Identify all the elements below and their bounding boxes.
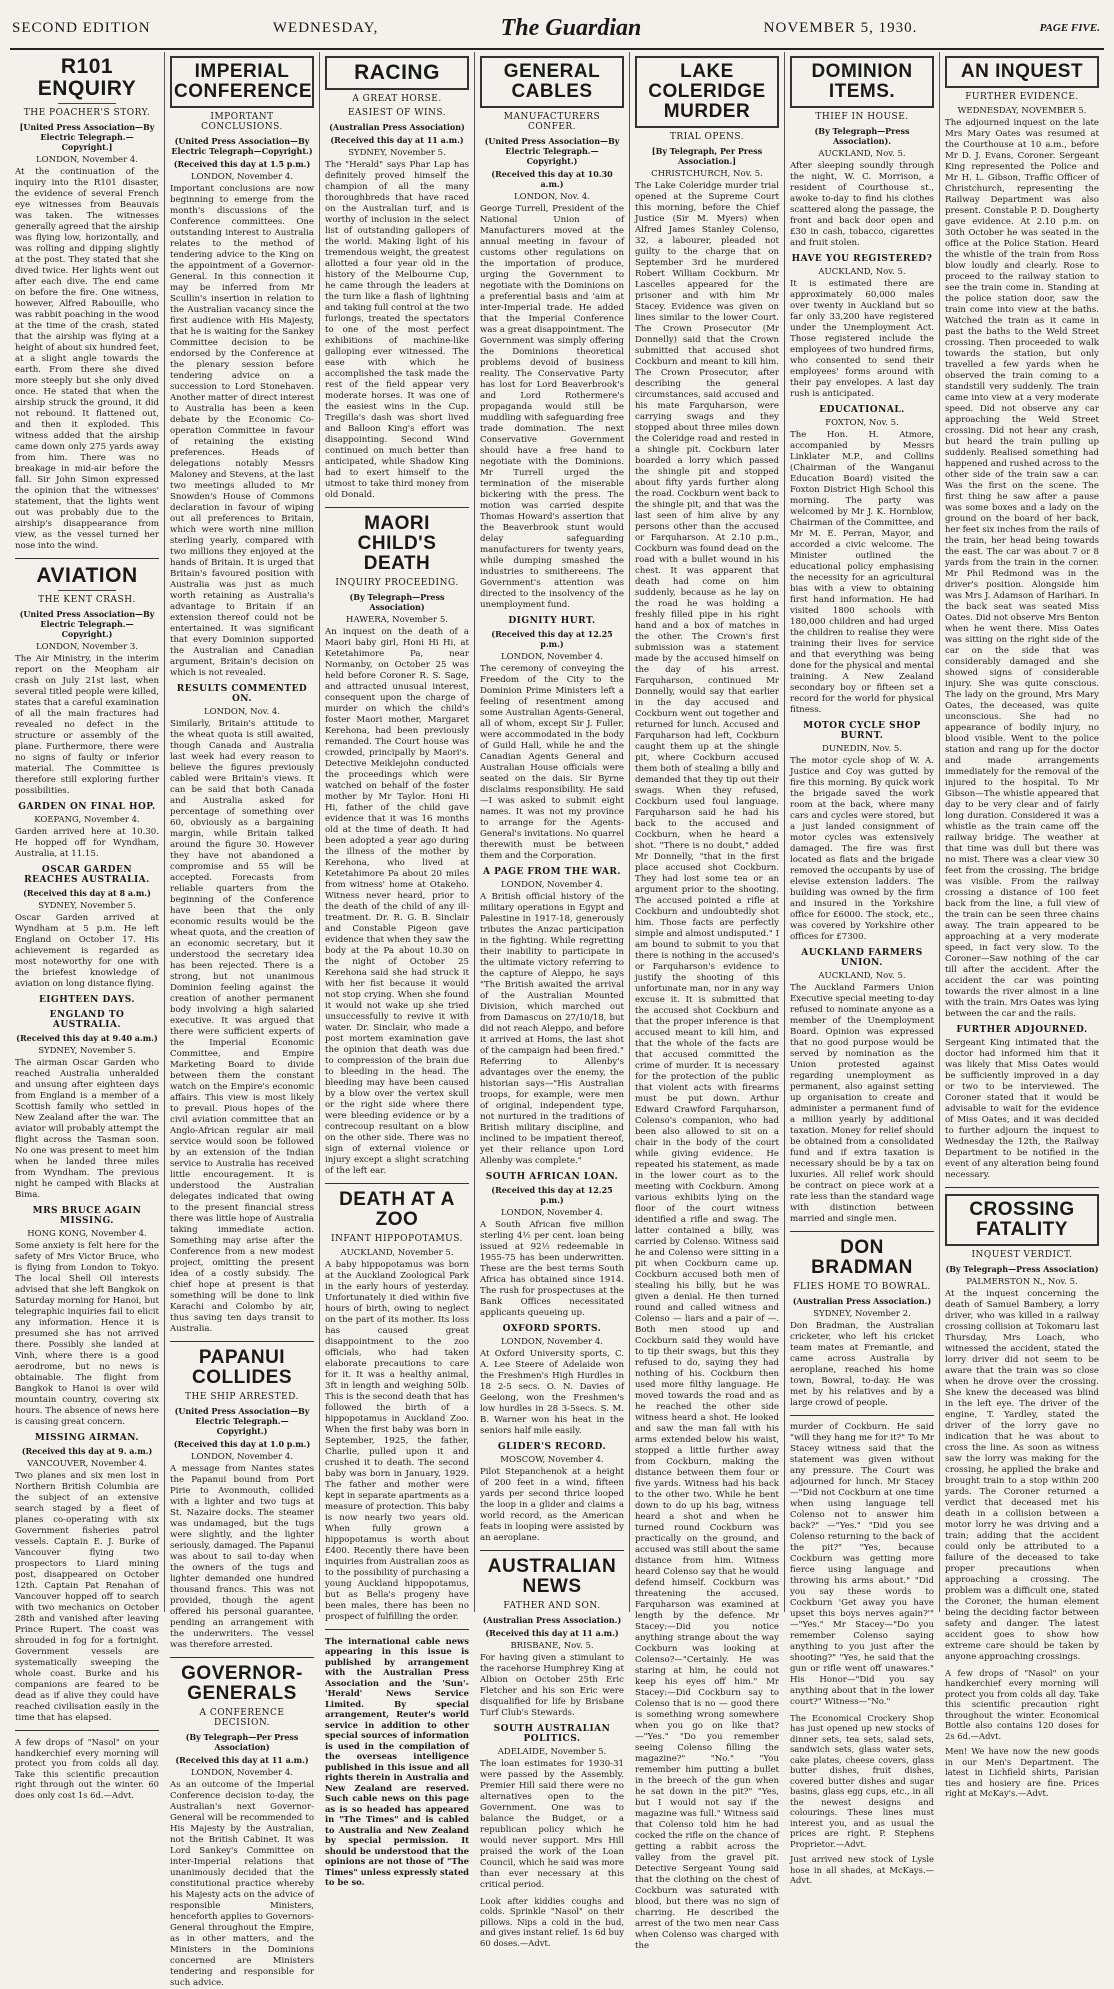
subhead: FATHER AND SON. <box>503 1600 601 1611</box>
section-head: GLIDER'S RECORD. <box>497 1441 607 1452</box>
divider <box>325 1183 469 1184</box>
divider <box>170 1341 314 1342</box>
divider <box>15 1730 159 1731</box>
advertisement: Just arrived new stock of Lysle hose in all shades, at McKays.—Advt. <box>790 1854 934 1886</box>
dateline: CHRISTCHURCH, Nov. 5. <box>651 168 763 179</box>
received-line: (Received this day at 9.40 a.m.) <box>16 1033 158 1044</box>
columns <box>10 52 1104 1988</box>
article-body: The Hon. H. Atmore, accompanied by Messrs Linklater M.P., and Collins (Chairman of the Wanganui Education Board) visited the Foxton District High School this morning. The party was welcomed by Mr J. K. Hornblow, Chairman of the Committee, and Mr M. E. Perran, Mayor, and accorded a civic welcome. The Minister outlined the educational policy emphasising the necessity for an agricultural bias with a view to obtaining first hand information. He had visited 1800 schools with 180,000 children and had urged the children to realise they were training their lives for service and that everything was being done for the physical and mental training. A New Zealand secondary boy or fifteen set a record for the world for physical fitness. <box>790 429 934 715</box>
section-head: SOUTH AFRICAN LOAN. <box>485 1171 619 1182</box>
headline-racing: RACING <box>325 56 469 90</box>
newspaper-title: The Guardian <box>500 14 642 41</box>
subhead: THE POACHER'S STORY. <box>23 108 151 119</box>
article-body: Two planes and six men lost in Northern British Columbia are the subject of an extensive search staged by a fleet of planes co-operating with six Government fisheries patrol vessels. Captain E. J. Burke of Vancouver flying two prospectors to Liard mining post, disappeared on October 12th. Captain Pat Renahan of Vancouver hopped off to search with two mechanics on October 28th and vanished after leaving Prince Rupert. The coast was shrouded in fog for a fortnight. Government vessels are systematically sweeping the whole coast. Burke and his companions are feared to be dead as if alive they could have reached civilisation easily in the time that has elapsed. <box>15 1471 159 1724</box>
subhead: INQUEST VERDICT. <box>971 1249 1073 1260</box>
dateline: VANCOUVER, November 4. <box>27 1459 147 1470</box>
section-head: FURTHER ADJOURNED. <box>956 1024 1088 1035</box>
article-body: Sergeant King intimated that the doctor had informed him that it was likely that Miss Oates would be sufficiently improved in a day or two to be interviewed. The Coroner stated that it would be advisable to wait for the evidence of Miss Oates, and it was decided to further adjourn the inquest to Wednesday the 12th, the Railway Department to be notified in the event of any alteration being found necessary. <box>945 1037 1099 1180</box>
received-line: (Received this day at 12.25 p.m.) <box>491 1184 613 1205</box>
article-body: After sleeping soundly through the night, W. C. Morrison, a resident of Courthouse st., awoke to-day to find his clothes scattered along the passage, the front and back door open and £30 in cash, tobacco, cigarettes and fruit stolen. <box>790 160 934 248</box>
headline-zoo: DEATH AT A ZOO <box>339 1188 455 1230</box>
headline-inquest: AN INQUEST <box>945 56 1099 88</box>
article-aviation <box>15 565 159 1724</box>
article-body: Oscar Garden arrived at Wyndham at 5 p.m. He left England on October 17. His achievement is regarded as most noteworthy for one with the briefest knowledge of aviation on long distance flying. <box>15 913 159 990</box>
article-body: The airman Oscar Garden who reached Australia unheralded and unsung after eighteen days from England is a member of a Scottish family who settled in New Zealand after the war. The aviator will probably attempt the flight across the Tasman soon. No one was present to meet him when he landed three miles from Wyndham. The previous night he camped with Blacks at Bima. <box>15 1058 159 1201</box>
article-bradman <box>790 1238 934 1409</box>
dateline: LONDON, November 4. <box>36 155 138 166</box>
divider <box>15 558 159 559</box>
dateline: MOSCOW, November 4. <box>500 1454 604 1465</box>
received-line: (Received this day at 12.25 p.m.) <box>491 628 613 649</box>
dateline: LONDON, November 3. <box>36 642 138 653</box>
divider <box>325 1629 469 1630</box>
dateline: AUCKLAND, Nov. 5. <box>818 148 906 159</box>
credit-line: (United Press Association—By Electric Telegraph.—Copyright.) <box>19 609 155 640</box>
credit-line: [By Telegraph, Per Press Association.] <box>651 145 763 166</box>
article-crossing <box>945 1194 1099 1663</box>
advertisement: A few drops of "Nasol" on your handkerchief every morning will protect you from colds all day. Take this scientific precaution right throughout the winter. Economical Bottle also contains 120 doses for 2s 6d.—Advt. <box>945 1667 1099 1741</box>
article-imperial <box>170 56 314 1335</box>
section-head: AUCKLAND FARMERS UNION. <box>801 947 923 968</box>
credit-line: (Australian Press Association.) <box>482 1614 622 1625</box>
dateline: LONDON, November 4. <box>501 651 603 662</box>
article-body: Garden arrived here at 10.30. He hopped off for Wyndham, Australia, at 11.15. <box>15 827 159 860</box>
subhead: INFANT HIPPOPOTAMUS. <box>331 1233 463 1244</box>
article-body: The ceremony of conveying the Freedom of the City to the Dominion Prime Ministers left a feeling of resentment among some Australian Agents-General, all of whom, except Sir J. Fuller, were accommodated in the body of Guild Hall, while he and the Canadian Agents General and Australian House officials were seated on the dais. Sir Byrne disclaims responsibility. He said—I was asked to submit eight names. It was not my province to arrange for the Agents-General's invitations. No quarrel therewith must be between them and the Corporation. <box>480 663 624 861</box>
section-head: GARDEN ON FINAL HOP. <box>18 802 156 813</box>
dateline: SYDNEY, November 5. <box>348 148 446 159</box>
received-line: (Received this day at 9. a.m.) <box>21 1446 153 1457</box>
dateline: AUCKLAND, Nov. 5. <box>818 266 906 277</box>
subhead: EASIEST OF WINS. <box>347 108 447 119</box>
article-body: The Lake Coleridge murder trial opened at the Supreme Court this morning, before the Chief Justice (Sir M. Myers) when Alfred James Stanley Colenso, 32, a labourer, pleaded not guilty to the charge that on September 3rd he murdered Robert William Cockburn. Mr Lascelles appeared for the prisoner and with him Mr Stacey. Evidence was given on lines similar to the lower Court. The Crown Prosecutor (Mr Donnelly) said that the Crown submitted that accused shot Cockburn and meant to kill him. The Crown Prosecutor, after describing the general circumstances, said accused and his mate Farquharson, were carrying swags and they stopped about three miles down the Coleridge road and rested in a shingle pit. Cockburn later boarded a lorry which passed the shingle pit and stopped about fifty yards further along the road. Cockburn went back to the shingle pit, and that was the last seen of him alive by any persons other than the accused or Farquharson. At 2.10 p.m., Cockburn was found dead on the road with a bullet wound in his chest. It was apparent that death had come on him suddenly, because as he lay on the road he was holding a freshly filled pipe in his right hand and a box of matches in the other. The Crown's first submission was a statement made by the accused himself on the day of his arrest. Farquharson, continued Mr Donnelly, would say that earlier in the day accused and Cockburn went out together and returned for lunch. Accused and Farquharson had left, Cockburn caught them up at the shingle pit, where Cockburn accused them both of stealing a billy and demanded that they tip out their swags. When they refused, Cockburn used foul language. Farquharson said he had his back to the accused and Cockburn, when he heard a shot. "There is no doubt," added Mr Donnelly, "that in the first place accused shot Cockburn. They had lost some tea or an argument prior to the shooting. The accused pointed a rifle at Cockburn and undoubtedly shot him. Those facts are perfectly simple and almost undisputed." I am bound to submit to you that there is nothing in the accused's or Farquharson's evidence to justify the shooting of this unfortunate man, nor in any way excuse it. It is submitted that the accused shot Cockburn and that the proper inference is that accused meant to kill him, and that the whole of the facts are that accused committed the crime of murder. It is necessary for the protection of the public that violent acts with firearms must be put down. Arthur Edward Crawford Farquharson, Colenso's companion, who had been also allowed to sit on a chair in the body of the court while giving evidence. He repeated his statement, as made in the lower court as to the meeting with Cockburn. Among various exhibits lying on the floor of the court witness identified a rifle and swag. The latter contained a billy, was carried by Colenso. Witness said he and Colenso were sitting in a pit when Cockburn came up. Cockburn accused both men of stealing his billy, but he was given a denial. He then turned round and called witness and Colenso — liars and a pair of —. Both men stood up and Cockburn said they would have to tip their swags, but this they refused to do, saying they had nothing of his. Cockburn then used more filthy language. He moved towards the road and as he reached the other side witness heard a shot. He looked and saw the man fall with his arms extended below his waist, stopped a little further away from Cockburn, making the distance between them four or five yards. Witness had his back to the other two. While he bent down to do up his bag, witness heard a shot and when he turned round Cockburn was practically on the ground, and accused was still about the same distance from him. Witness heard Colenso say that he would defend himself. Cockburn was threatening the accused. Farquharson was examined at length by the defence. Mr Stacey:—Did you notice anything strange about the way Cockburn was looking at Colenso?—"Certainly. He was staring at him, he could not keep his eyes off him." Mr Stacey:—Did Cockburn say to Colenso that is no — good there is something wrong somewhere when you go on like that?—"Yes." "Do you remember seeing Colenso filling the magazine?" "No." "You remember him putting a bullet in the breech of the gun when he sat down in the pit?" "Yes, but I would not say if the magazine was full." Witness said that Colenso told him he had cocked the rifle on the chance of getting a rabbit across the valley from the gravel pit. Detective Sergeant Young said that the clothing on the chest of Cockburn was saturated with blood, but there was no sign of charring. He described the arrest of the two men near Cass when Colenso was charged with the <box>635 180 779 1951</box>
credit-line: [United Press Association—By Electric Telegraph.—Copyright.] <box>19 122 155 153</box>
subhead: MANUFACTURERS CONFER. <box>503 111 601 132</box>
credit-line: (By Telegraph—Per Press Association) <box>185 1731 299 1752</box>
article-body: Some anxiety is felt here for the safety of Mrs Victor Bruce, who is flying from London to Tokyo. The local Shell Oil interests advised that she left Bangkok on Saturday morning for Hanoi, but telegraphic inquiries fail to elicit any information. Hence it is presumed she has not arrived there. Possibly she landed at Vinh, where there is a good aerodrome, but no news is obtainable. The flight from Bangkok to Hanoi is over wild mountain country, covering six hours. The absence of news here is causing great concern. <box>15 1241 159 1428</box>
received-line: (Received this day at 11 a.m.) <box>330 135 464 146</box>
section-head: MRS BRUCE AGAIN MISSING. <box>32 1206 142 1227</box>
received-line: (Received this day at 8 a.m.) <box>23 888 151 899</box>
dateline: KOEPANG, November 4. <box>34 815 140 826</box>
dateline: PALMERSTON N., Nov. 5. <box>966 1276 1078 1287</box>
divider <box>58 590 116 591</box>
divider <box>58 103 116 104</box>
dateline: FOXTON, Nov. 5. <box>825 417 899 428</box>
divider <box>790 1231 934 1232</box>
article-r101 <box>15 56 159 552</box>
dateline: LONDON, November 4. <box>501 879 603 890</box>
article-body: An inquest on the death of a Maori baby girl, Honi Hi Hi, at Ketetahimore Pa, near Normanby, on October 25 was held before Coroner R. S. Sage, and attracted unusual interest, consequent upon the charge of murder on which the child's foster Maori mother, Margaret Kerehona, had been previously remanded. The Court house was crowded, principally by Maori's. Detective Meiklejohn conducted the proceedings which were watched on behalf of the foster mother by Mr Taylor. Honi Hi Hi, father of the child gave evidence that it was 16 months old at the time of death. It had been adopted a year ago during the illness of the mother by Kerehona, who lived at Ketetahimore Pa about 20 miles from witness' home at Otakeho. Witness never heard, prior to the death of the child of any ill-treatment. Dr. R. G. B. Sinclair and Constable Pigeon gave evidence that when they saw the body at the Pa about 10.30 on the night of October 25 Kerehona said she had struck it with her fist because it would not stop crying. When she found it would not wake up she tried unsuccessfully to revive it with water. Dr. Sinclair, who made a post mortem examination gave the opinion that death was due to compression of the brain due to bleeding in the head. The bleeding may have been caused by a blow over the vertex skull or the right side where there were bleeding evidence or by a contrecoup resultant on a blow on the other side. There was no sign of external violence or injury except a slight scratching of the left ear. <box>325 626 469 1176</box>
headline-govgen: GOVERNOR-GENERALS <box>181 1662 303 1704</box>
subhead: THE KENT CRASH. <box>38 595 136 606</box>
subhead: THIEF IN HOUSE. <box>815 111 909 122</box>
dateline: SYDNEY, November 5. <box>38 1046 136 1057</box>
headline-dominion: DOMINION ITEMS. <box>790 56 934 108</box>
headline-r101: R101 ENQUIRY <box>37 55 137 101</box>
article-papanui <box>170 1348 314 1651</box>
column-6 <box>785 52 940 1886</box>
article-body: Similarly, Britain's attitude to the wheat quota is still awaited, though Canada and Australia last week had every reason to believe the figures previously cabled were Britain's views. It can be said that both Canada and Australia asked for percentage of something over 60, obviously as a bargaining margin, while Britain talked around the figure 30. However they have not abandoned a compromise and 55 will be accepted. Forecasts from reliable quarters from the beginning of the Conference have been that the only economic results would be the wheat quota, and the creation of an economic secretary, but it understood the secretary idea has been rejected. There is a strong, but not unanimous Dominion feeling against the creation of another permanent body involving a high salaried executive. It was argued that there were sufficient experts of the Imperial Economic Committee, and Empire Marketing Board to divide between them the constant watch on the Empire's economic affairs. This view is most likely to prevail. Pious hopes of the civil aviation committee that an Anglo-African regular air mail service would soon be followed by an extension of the Indian service to Australia has received little encouragement. It is understood the Australian delegates indicated that owing to the present financial stress there was little hope of Australia taking immediate action. Something may arise after the Conference from a new modest project, omitting the present idea of a costly subsidy. The chief hope at present is that something will be done to link Karachi and Colombo by air, thus saving ten days transit to Australia. <box>170 718 314 1334</box>
headline-crossing: CROSSING FATALITY <box>945 1194 1099 1246</box>
section-head: EIGHTEEN DAYS. <box>38 995 136 1006</box>
dateline: AUCKLAND, November 5. <box>340 1247 454 1258</box>
article-continuation: murder of Cockburn. He said "will they hang me for it?" To Mr Stacey witness said that the statement was given without any pressure. The Court was adjourned for lunch. Mr Stacey—"Did not Cockburn at one time when using language tell Colenso not to answer him back?" —"Yes." "Did you see Colenso returning to the back of the pit?" "Yes, because Cockburn was getting more fierce using language and throwing his arms about." "Did you say these words to Cockburn 'Get away you have upset this boys nerves again?'" —"Yes." Mr Stacey—"Do you remember Colenso saying anything to you just after the shooting?" "Yes, he said that the gun or rifle went off unawares." His Honor—"Did you say anything about that in the lower court?" Witness—"No." <box>790 1421 934 1707</box>
article-zoo <box>325 1190 469 1623</box>
dateline: WEDNESDAY, NOVEMBER 5. <box>957 105 1087 116</box>
headline-ausnews: AUSTRALIAN NEWS <box>487 1555 617 1597</box>
section-head: OSCAR GARDEN REACHES AUSTRALIA. <box>24 865 150 886</box>
section-head: HAVE YOU REGISTERED? <box>791 253 933 264</box>
divider <box>945 1187 1099 1188</box>
article-body: A message from Nantes states the Papanui bound from Port Pirie to Avonmouth, collided with a lighter and two tugs at St. Nazaire docks. The steamer was undamaged, but the tugs were slightly, and the lighter seriously, damaged. The Papanui was about to sail to-day when the owners of the tugs and lighter demanded one hundred thousand francs. This was not provided, though the agent offered his personal guarantee, pending an arrangement with the underwriters. The vessel was therefore arrested. <box>170 1463 314 1650</box>
article-body: At the continuation of the inquiry into the R101 disaster, the evidence of several French eye witnesses from Beauvais was taken. The witnesses generally agreed that the airship was flying low, horizontally, and was rolling and dipping slightly at the post. They stated that she dived twice. Her lights went out after each dive. The end came on before the fire. One witness, however, Alfred Rabouille, who was rabbit poaching in the wood at the time of the crash, stated that the airship was flying at a height of about six hundred feet, at a slight angle towards the earth. From there she dived more steeply but she only dived once. He stated that when the airship struck the ground, it did not rebound. It flattened out, and then it exploded. This witness added that the airship came down only 275 yards away from him. There was no breakage in mid-air before the fall. Sir John Simon expressed the opinion that the witnesses' statement, that the lights went out was probably due to the airship's disappearance from view, as the vessel turned her nose into the wind. <box>15 167 159 552</box>
divider <box>790 1415 934 1416</box>
credit-line: (United Press Association—By Electric Telegraph.—Copyright.) <box>174 1405 310 1436</box>
article-body: For having given a stimulant to the racehorse Humphrey King at Albion on October 25th Eric Fletcher and his son Eric were disqualified for life by Brisbane Turf Club's Stewards. <box>480 1652 624 1718</box>
article-ausnews <box>480 1557 624 1891</box>
credit-line: (United Press Association—By Electric Telegraph.—Copyright.) <box>484 135 620 166</box>
dateline: SYDNEY, November 2. <box>813 1308 911 1319</box>
article-body: A South African five million sterling 4½ per cent. loan being issued at 92½ redeemable in 1955-75 has been underwritten. These are the best terms South Africa has obtained since 1914. The rush for prospectuses at the Bank Offices necessitated applicants queueing up. <box>480 1219 624 1318</box>
subhead: INQUIRY PROCEEDING. <box>335 577 459 588</box>
credit-line: (By Telegraph—Press Association) <box>945 1263 1099 1274</box>
credit-line: (Australian Press Association) <box>329 122 465 133</box>
subhead: A GREAT HORSE. <box>352 94 442 105</box>
dateline: BRISBANE, Nov. 5. <box>510 1640 594 1651</box>
dateline: LONDON, November 4. <box>501 1207 603 1218</box>
dateline: LONDON, Nov. 4. <box>204 706 280 717</box>
article-body: The loan estimates for 1930-31 were passed by the Assembly. Premier Hill said there were no alternatives open to the Government. One was to balance the Budget, or a republican policy which he would never support. Mrs Hill praised the work of the Loan Council, which he said was more than ever necessary at this critical period. <box>480 1758 624 1890</box>
received-line: (Received this day at 1.5 p.m.) <box>173 158 311 169</box>
dateline: HONG KONG, November 4. <box>27 1229 147 1240</box>
article-body: Don Bradman, the Australian cricketer, who left his cricket team mates at Fremantle, and came across Australia by aeroplane, reached his home town, Bowral, to-day. He was met by his relatives and by a large crowd of people. <box>790 1320 934 1408</box>
headline-aviation: AVIATION <box>36 564 138 588</box>
article-body: Pilot Stepanchenok at a height of 200 feet in a wind, fifteen yards per second thrice looped the loop in a glider and claims a world record, as the American feats in looping were assisted by an aeroplane. <box>480 1466 624 1543</box>
article-body: A baby hippopotamus was born at the Auckland Zoological Park in the early hours of yesterday. Unfortunately it died within five hours of birth, owing to neglect on the part of its mother. Its loss has caused great disappointment to the zoo officials, who had taken elaborate precautions to care for it. It was a healthy animal, 3ft in length and weighing 50lb. This is the second death that has followed the birth of a hippopotamus in Auckland Zoo. When the first baby was born in September, 1925, the father, Charlie, pulled upon it and crushed it to death. The second baby was born in January, 1929. The father and mother were kept in separate apartments as a measure of protection. This baby is now nearly two years old. When fully grown a hippopotamus is worth about £400. Recently there have been inquiries from Australian zoos as to the possibility of purchasing a young Auckland hippopotamus, but as Bella's progeny have been males, there has been no prospect of fulfilling the order. <box>325 1259 469 1622</box>
article-body: The Auckland Farmers Union Executive special meeting to-day refused to nominate anyone as a member of the Unemployment Board. Opinion was expressed that no good purpose would be served by nomination as the Union protested against regarding unemployment as permanent, also against setting up organisation to create and administer a permanent fund of a million yearly by additional taxation. Money for relief should be obtained from a consolidated fund and if extra taxation is necessary should be by a tax on luxuries. All relief work should be contract on piece work at a rate less than the standard wage with distinction between married and single men. <box>790 982 934 1224</box>
column-5 <box>630 52 785 1951</box>
article-body: Important conclusions are now beginning to emerge from the month's discussions of the Conference committees. One outstanding interest to Australia relates to the method of tendering advice to the King on the appointment of a Governor-General. In this connection it may be inferred from Mr Scullin's insertion in relation to the Australian vacancy since the first audience with His Majesty, that he is waiting for the Sankey Committee decision to be endorsed by the Conference at the plenary session before tendering advice on a succession to Lord Stonehaven. Another matter of direct interest to Australia has been a keen debate by the Economic Co-operation Committee in favour of retaining the existing preferences. Heads of delegations notably Messrs Maloney and Stevens, at the last two meetings alluded to Mr Snowden's House of Commons declaration in favour of wiping out all preferences to Britain, which were worth nine million sterling yearly, compared with two millions they enjoyed at the hands of Britain. It is urged that Britain's favoured position with Australia was just as much worth retaining as Australia's advantage to Britain if an extension thereof could not be entertained. It was significant that every Dominion supported the Australian and Canadian argument, Britain's decision on which is not revealed. <box>170 183 314 678</box>
subhead: IMPORTANT CONCLUSIONS. <box>201 111 283 132</box>
article-body: It is estimated there are approximately 60,000 males over twenty in Auckland but so far only 33,200 have registered under the Unemployment Act. Those registered include the employees of two hundred firms, who consented to send their employees' forms around with their pay envelopes. A last day rush is anticipated. <box>790 278 934 399</box>
masthead <box>10 8 1104 50</box>
column-7 <box>940 52 1104 1799</box>
subhead: THE SHIP ARRESTED. <box>185 1391 299 1402</box>
section-head: A PAGE FROM THE WAR. <box>482 866 622 877</box>
section-head: ENGLAND TO AUSTRALIA. <box>49 1010 125 1031</box>
article-body: The motor cycle shop of W. A. Justice and Coy was gutted by fire this morning. By quick work the brigade saved the work room at the back, where many cars and cycles were stored, but a just landed consignment of motor cycles was extensively damaged. The fire was first located as flats and the brigade removed the occupants by use of elevise extension ladders. The building was owned by the firm and insured in the Yorkshire office for £6000. The stock, etc., was covered by Yorkshire other offices for £7300. <box>790 755 934 942</box>
dateline: LONDON, Nov. 4. <box>514 191 590 202</box>
divider <box>480 1550 624 1551</box>
section-head: DIGNITY HURT. <box>508 615 596 626</box>
headline-cables: GENERAL CABLES <box>480 56 624 108</box>
credit-line: (By Telegraph—Press Association). <box>814 125 910 146</box>
dateline: DUNEDIN, Nov. 5. <box>822 743 902 754</box>
section-head: MISSING AIRMAN. <box>34 1433 140 1444</box>
article-body: At the inquest concerning the death of Samuel Bambery, a lorry driver, who was killed in a railway crossing collision at Tokomaru last Thursday, Mrs Loach, who witnessed the accident, stated the lorry driver did not seem to be aware that the train was so close when he drove over the crossing. She knew the deceased was blind in the left eye. The driver of the engine, T. Yardley, stated the driver of the lorry gave no indication that he was about to cross the line. As soon as witness saw the lorry was making for the crossing, he applied the brake and brought train to a stop within 200 yards. The Coroner returned a verdict that deceased met his death in a collision between a motor lorry he was driving and a train; adding that the accident could only be attributed to a failure of the deceased to take proper precautions when approaching a crossing. The problem was a difficult one, stated the Coroner, the human element being the deciding factor between safety and danger. The latest accident goes to show how extreme care should be taken by anyone approaching crossings. <box>945 1288 1099 1662</box>
advertisement: The Economical Crockery Shop has just opened up new stocks of dinner sets, tea sets, salad sets, sandwich sets, glass water sets, cake plates, cheese covers, glass butter dishes, fruit dishes, covered butter dishes and sugar basins, glass egg cups, etc., in all the newest designs and colourings. These lines must interest you, and as usual the prices are right. P. Stephens Proprietor.—Advt. <box>790 1712 934 1849</box>
dateline: AUCKLAND, Nov. 5. <box>818 970 906 981</box>
subhead: A CONFERENCE DECISION. <box>199 1707 285 1728</box>
article-body: At Oxford University sports, C. A. Lee Steere of Adelaide won the Freshmen's High Hurdles in 18 2-5 secs. O. N. Davies of Geelong, won the Freshmen's low hurdles in 28 3-5secs. S. M. B. Warner won his heat in the seniors half mile easily. <box>480 1348 624 1436</box>
dateline: ADELAIDE, November 5. <box>497 1746 607 1757</box>
received-line: (Received this day at 11 a.m.) <box>485 1627 619 1638</box>
article-body: As an outcome of the Imperial Conference decision to-day, the Australian's next Governor-General will be recommended to His Majesty by the Australian, not the British Cabinet. It was Lord Sankey's Committee on inter-Imperial relations that unanimously decided that the constitutional practice whereby his Majesty acts on the advice of responsible Ministers, henceforth applies to Governors-General throughout the Empire, as in other matters, and the Ministers in the Dominions concerned are Ministers tendering and responsible for such advice. <box>170 1779 314 1988</box>
weekday-label: WEDNESDAY, <box>272 19 379 36</box>
section-head: SOUTH AUSTRALIAN POLITICS. <box>493 1723 611 1744</box>
article-murder <box>635 56 779 1952</box>
received-line: (Received this day at 1.0 p.m.) <box>173 1438 311 1449</box>
divider <box>170 1657 314 1658</box>
divider <box>325 507 469 508</box>
subhead: FLIES HOME TO BOWRAL. <box>793 1281 931 1292</box>
advertisement: A few drops of "Nasol" on your handkerchief every morning will protect you from colds all day. Take this scientific precaution right through out the winter. 60 does only cost 1s 6d.—Advt. <box>15 1737 159 1800</box>
subhead: TRIAL OPENS. <box>669 131 745 142</box>
article-govgen <box>170 1664 314 1989</box>
section-head: MOTOR CYCLE SHOP BURNT. <box>803 720 921 741</box>
headline-bradman: DON BRADMAN <box>811 1236 913 1278</box>
advertisement: Look after kiddies coughs and colds. Sprinkle "Nasol" on their pillows. Nips a cold in the bud, and gives instant relief. 1s 6d buy 60 doses.—Advt. <box>480 1895 624 1948</box>
section-head: EDUCATIONAL. <box>819 404 905 415</box>
dateline: SYDNEY, November 5. <box>38 901 136 912</box>
column-4 <box>475 52 630 1948</box>
subhead: FURTHER EVIDENCE. <box>965 91 1079 102</box>
dateline: HAWERA, November 5. <box>346 614 448 625</box>
page-number: PAGE FIVE. <box>1039 22 1100 34</box>
credit-line: (United Press Association—By Electric Telegraph—Copyright.) <box>171 135 313 156</box>
article-cables <box>480 56 624 1544</box>
headline-maori: MAORI CHILD'S DEATH <box>357 513 437 574</box>
article-inquest <box>945 56 1099 1181</box>
article-body: The adjourned inquest on the late Mrs Mary Oates was resumed at the Courthouse at 10 a.m., before Mr D. J. Evans, Coroner. Sergeant King represented the Police and Mr H. L. Gibson, Traffic Officer of Christchurch, representing the Railway Department was also present. Constable P. D. Dougherty gave evidence. At 2.10 p.m. on 30th October he was seated in the office at the Police Station. Heard the whistle of the train from Ross blow loudly and clearly. Rose to proceed to the railway station to see the train come in. Standing at the police station door, saw the train come into view at the baths. Watched the train as it came in past the baths to the Weld Street crossing. Then proceeded to walk towards the station, but only travelled a few yards when he observed the train coming to a standstill very suddenly. The train came into view at a very moderate speed. Did not observe any car approaching the Weld Street crossing. Did not hear any crash, but heard the train pulling up suddenly. Realised something had happened and rushed across to the other side of the train saw a car. Was the first on the scene. The first thing he saw after a pause was some boxes and a lady on the ground on the board of her back, her feet six inches from the rails of the train, her head being towards the east. The car was about 7 or 8 yards from the train in the corner. Mr Phil Redmond was in the driver's position. Alongside him was Mrs J. Adamson of Harihari. In the back seat was seated Miss Oates. Did not observe Mrs Benton when he went there. Miss Oates was sitting on the right side of the car on the side that was considerably damaged and she showed signs of considerable injury. She was quite conscious. The lady on the ground, Mrs Mary Oates, the deceased, was quite unconscious. She had no appearance of bodily injury, no blood visible. Went to the police station and rang up for the doctor and made arrangements immediately for the removal of the injured to the hospital. To Mr Gibson—The whistle appeared that day to be very clear and of fairly long duration. Considered it was a whistle as the train came off the railway bridge. The weather at that time was dull but there was no mist. There was a clear view 30 feet from the crossing. The bridge was visible. From the railway crossing a distance of 100 feet back from the line, a full view of the train can be seen three chains away. The train appeared to be approaching at a very moderate speed, in fact very slow. To the Coroner—Saw nothing of the car till after the accident. After the accident the car was pointing towards the river almost in a line with the train. Mrs Oates was lying between the car and the rails. <box>945 117 1099 1019</box>
dateline: LONDON, November 4. <box>191 1451 293 1462</box>
section-head: RESULTS COMMENTED ON. <box>176 683 308 704</box>
credit-line: (By Telegraph—Press Association) <box>349 591 445 612</box>
headline-papanui: PAPANUI COLLIDES <box>191 1346 293 1388</box>
advertisement: Men! We have now the new goods in our Men's Department. The latest in Lichfield shirts, Parisian ties and hosiery are fine. Prices right at McKay's.—Advt. <box>945 1746 1099 1799</box>
headline-imperial: IMPERIAL CONFERENCE <box>170 56 314 108</box>
received-line: (Received this day at 10.30 a.m.) <box>491 168 613 189</box>
article-body: A British official history of the military operations in Egypt and Palestine in 1917-18, generously tributes the Anzac participation in the fighting. While regretting their inability to participate in the ultimate victory referring to the capture of Aleppo, he says "The British awaited the arrival of the Australian Mounted Division, which marched out from Damascus on 27/10/18, but did not reach Aleppo, and before it arrived at Homs, the last shot of the campaign had been fired." Referring to Allenby's advantages over the enemy, the historian says—"His Australian troops, for example, were men of original, independent type, not nurtured in the traditions of British military discipline, and inclined to be impatient thereof, yet their reliance upon Lord Allenby was complete." <box>480 891 624 1166</box>
dateline: LONDON, November 4. <box>191 1767 293 1778</box>
article-body: The Air Ministry, in the interim report on the Meopham air crash on July 21st last, when several titled people were killed, states that a careful examination of all the main fractures had revealed no defect in the structure or assembly of the plane. Furthermore, there were no signs of faulty or inferior material. The Committee is therefore still exploring further possibilities. <box>15 654 159 797</box>
article-body: The "Herald" says Phar Lap has definitely proved himself the champion of all the many thoroughbreds that have raced on the Australian turf, and is worthy of inclusion in the select list of outstanding gallopers of the world. Making light of his tremendous weight, the greatest allotted a four year old in the history of the Melbourne Cup, he came through the leaders at the turn like a flash of lightning and taking full control at the two furlongs, treated the spectators to one of the most perfect exhibitions of machine-like galloping ever witnessed. The ease with which he accomplished the task made the rest of the field appear very moderate horses. It was one of the easiest wins in the Cup. Tregilla's dash was short lived and Balloon King's effort was disappointing. Second Wind continued on much better than anticipated, while Shadow King had to exert himself to the utmost to take third money from old Donald. <box>325 160 469 501</box>
dateline: LONDON, November 4. <box>191 171 293 182</box>
article-body: George Turrell, President of the National Union of Manufacturers moved at the annual meeting in favour of customs other regulations on the importation of produce, urging the Government to negotiate with the Dominions on a preferential basis and 'aim at inter-Imperial trade. He added that the Imperial Conference was a great disappointment. The Government was simply offering the Dominions theoretical problems devoid of business reality. The Conservative Party has lost for Lord Beaverbrook's and Lord Rothermere's propaganda would still be muddling with safeguarding free trade domination. The next Conservative Government should have a free hand to negotiate with the Dominions. Mr Turrell urged the termination of the miserable bickering with the press. The motion was carried despite Thomas Howard's assertion that the Beaverbrook stunt would delay safeguarding manufacturers for twenty years, while dumping smashed the industries to smithereens. The Government's attention was directed to the insolvency of the unemployment fund. <box>480 203 624 610</box>
section-head: OXFORD SPORTS. <box>502 1323 602 1334</box>
column-2 <box>165 52 320 1988</box>
article-racing <box>325 56 469 501</box>
dateline: LONDON, November 4. <box>501 1336 603 1347</box>
column-1 <box>10 52 165 1800</box>
article-maori <box>325 514 469 1177</box>
headline-murder: LAKE COLERIDGE MURDER <box>635 56 779 128</box>
credit-line: (Australian Press Association.) <box>792 1295 932 1306</box>
column-3 <box>320 52 475 1888</box>
article-dominion <box>790 56 934 1225</box>
date-label: NOVEMBER 5, 1930. <box>763 19 918 36</box>
received-line: (Received this day at 11 a.m.) <box>175 1754 309 1765</box>
edition-label: SECOND EDITION <box>12 19 151 36</box>
cable-notice: The international cable news appearing in this issue is published by arrangement with the Australian Press Association and the 'Sun'-'Herald' News Service Limited. By special arrangement, Reuter's world service in addition to other special sources of information is used in the compilation of the overseas intelligence published in this issue and all rights therein in Australia and New Zealand are reserved. Such cable news on this page as is so headed has appeared in "The Times" and is cabled to Australia and New Zealand by special permission. It should be understood that the opinions are not those of "The Times" unless expressly stated to be so. <box>325 1635 470 1888</box>
